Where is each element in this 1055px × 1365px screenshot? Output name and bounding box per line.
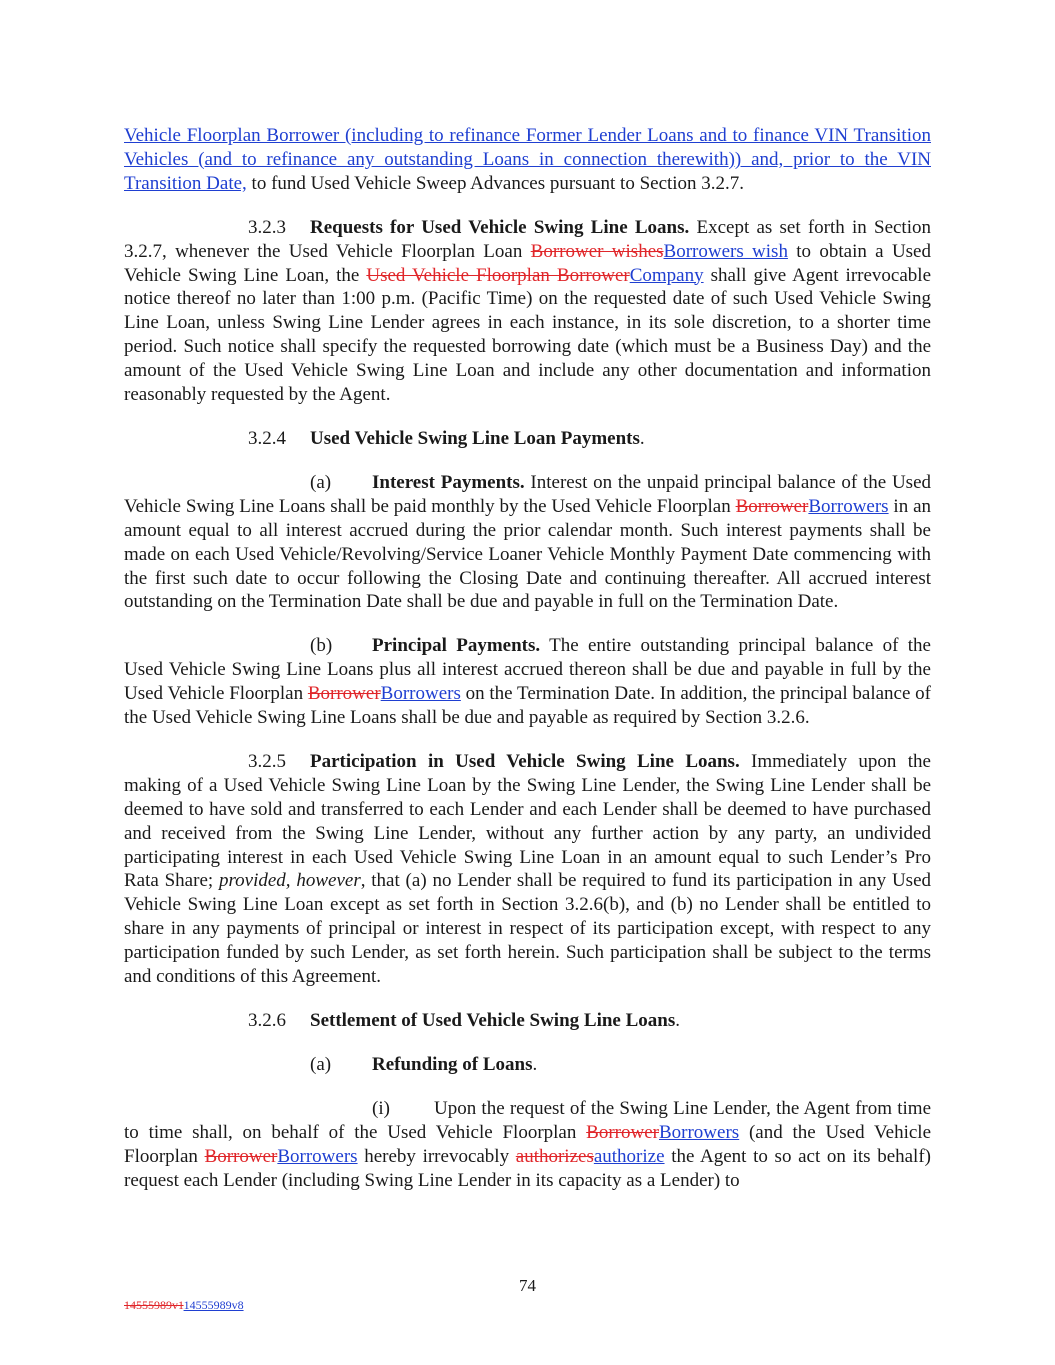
inserted-text: Borrowers wish xyxy=(663,240,788,262)
section-3-2-5 xyxy=(124,750,931,989)
section-number: 3.2.6 xyxy=(248,1010,286,1031)
body-text: the Agent to so act on its behalf) request each Lender (including Swing Line Lender in its capacity as a Lender) to xyxy=(124,1145,931,1191)
subsection-letter: (b) xyxy=(310,635,333,657)
heading-period: . xyxy=(675,1010,680,1031)
inserted-doc-id: 14555989v8 xyxy=(183,1298,244,1312)
document-page xyxy=(124,124,931,1212)
deleted-text: authorizes xyxy=(515,1145,594,1167)
heading-period: . xyxy=(639,427,645,449)
body-text: The entire outstanding principal balance of the Used Vehicle Swing Line Loans plus all interest accrued thereon shall be due and payable in full by the Used Vehicle Floorplan xyxy=(124,635,931,705)
body-text: Except as set forth in Section 3.2.7, whenever the Used Vehicle Floorplan Loan xyxy=(124,216,931,262)
body-text: hereby irrevocably xyxy=(357,1145,516,1167)
paragraph-continuation xyxy=(124,124,931,196)
deleted-doc-id: 14555989v1 xyxy=(124,1298,184,1312)
inserted-text: Company xyxy=(629,264,704,286)
section-3-2-3 xyxy=(124,216,931,407)
body-text: (and the Used Vehicle Floorplan xyxy=(124,1121,931,1167)
heading-period: . xyxy=(532,1053,538,1075)
section-number: 3.2.3 xyxy=(248,216,286,238)
page-number: 74 xyxy=(519,1276,536,1295)
section-heading: Settlement of Used Vehicle Swing Line Loans xyxy=(310,1010,676,1031)
section-3-2-6 xyxy=(124,1009,931,1033)
deleted-text: Borrower xyxy=(586,1121,659,1143)
section-number: 3.2.4 xyxy=(248,427,286,449)
inserted-text: authorize xyxy=(593,1145,665,1167)
section-heading: Used Vehicle Swing Line Loan Payments xyxy=(310,427,640,449)
inserted-text: Borrowers xyxy=(658,1121,740,1143)
italic-text: provided, however xyxy=(218,870,361,892)
section-heading: Requests for Used Vehicle Swing Line Loans. xyxy=(310,216,690,238)
body-text: to fund Used Vehicle Sweep Advances pursuant to Section 3.2.7. xyxy=(246,172,745,194)
section-3-2-4 xyxy=(124,427,931,451)
body-text: , that (a) no Lender shall be required to fund its participation in any Used Vehicle Swing Line Loan except as set forth in Section 3.2.6(b), and (b) no Lender shall be entitled to share in any payments of principal or interest in respect of its participation except, with respect to any participation funded by such Lender, as set forth herein. Such participation shall be subject to the terms and conditions of this Agreement. xyxy=(124,870,931,988)
subsection-heading: Principal Payments. xyxy=(372,635,541,657)
section-3-2-4-b xyxy=(124,634,931,730)
body-text: shall give Agent irrevocable notice thereof no later than 1:00 p.m. (Pacific Time) on the requested date of such Used Vehicle Swing Line Loan, unless Swing Line Lender agrees in each instance, in its sole discretion, to a shorter time period. Such notice shall specify the requested borrowing date (which must be a Business Day) and the amount of the Used Vehicle Swing Line Loan and include any other documentation and information reasonably requested by the Agent. xyxy=(124,264,931,406)
body-text: Immediately upon the making of a Used Vehicle Swing Line Loan by the Swing Line Lender, the Swing Line Lender shall be deemed to have sold and transferred to each Lender and each Lender shall be deemed to have purchased and received from the Swing Line Lender, without any further action by any party, an undivided participating interest in each Used Vehicle Swing Line Loan in an amount equal to such Lender’s Pro Rata Share; xyxy=(124,750,931,892)
body-text: Interest on the unpaid principal balance of the Used Vehicle Swing Line Loans shall be paid monthly by the Used Vehicle Floorplan xyxy=(124,471,931,517)
deleted-text: Borrower wishes xyxy=(530,240,664,262)
deleted-text: Borrower xyxy=(204,1145,278,1167)
section-number: 3.2.5 xyxy=(248,750,286,772)
deleted-text: Used Vehicle Floorplan Borrower xyxy=(366,264,630,286)
body-text: to obtain a Used Vehicle Swing Line Loan, the xyxy=(124,240,931,286)
section-3-2-6-a-i xyxy=(124,1097,931,1193)
section-3-2-4-a xyxy=(124,471,931,614)
section-3-2-6-a xyxy=(124,1053,931,1077)
deleted-text: Borrower xyxy=(735,495,809,517)
subsection-letter: (a) xyxy=(310,1053,332,1075)
document-id xyxy=(124,1298,244,1313)
section-heading: Participation in Used Vehicle Swing Line Loans. xyxy=(310,750,740,772)
inserted-text: Vehicle Floorplan Borrower (including to refinance Former Lender Loans and to finance VIN Transition Vehicles (and to refinance any outstanding Loans in connection therewith)) and, prior to the VIN Transition Date, xyxy=(124,125,931,194)
inserted-text: Borrowers xyxy=(277,1145,358,1167)
inserted-text: Borrowers xyxy=(808,495,889,517)
inserted-text: Borrowers xyxy=(380,683,461,705)
deleted-text: Borrower xyxy=(307,683,381,705)
subsection-letter: (a) xyxy=(310,471,332,493)
subsection-heading: Interest Payments. xyxy=(372,471,525,493)
subsection-heading: Refunding of Loans xyxy=(372,1053,533,1075)
body-text: Upon the request of the Swing Line Lender, the Agent from time to time shall, on behalf of the Used Vehicle Floorplan xyxy=(124,1097,931,1143)
clause-number: (i) xyxy=(372,1097,390,1119)
body-text: in an amount equal to all interest accrued during the prior calendar month. Such interest payments shall be made on each Used Vehicle/Revolving/Service Loaner Vehicle Monthly Payment Date commencing with the first such date to occur following the Closing Date and continuing thereafter. All accrued interest outstanding on the Termination Date shall be due and payable in full on the Termination Date. xyxy=(124,495,932,613)
body-text: on the Termination Date. In addition, the principal balance of the Used Vehicle Swing Line Loans shall be due and payable as required by Section 3.2.6. xyxy=(124,683,932,729)
